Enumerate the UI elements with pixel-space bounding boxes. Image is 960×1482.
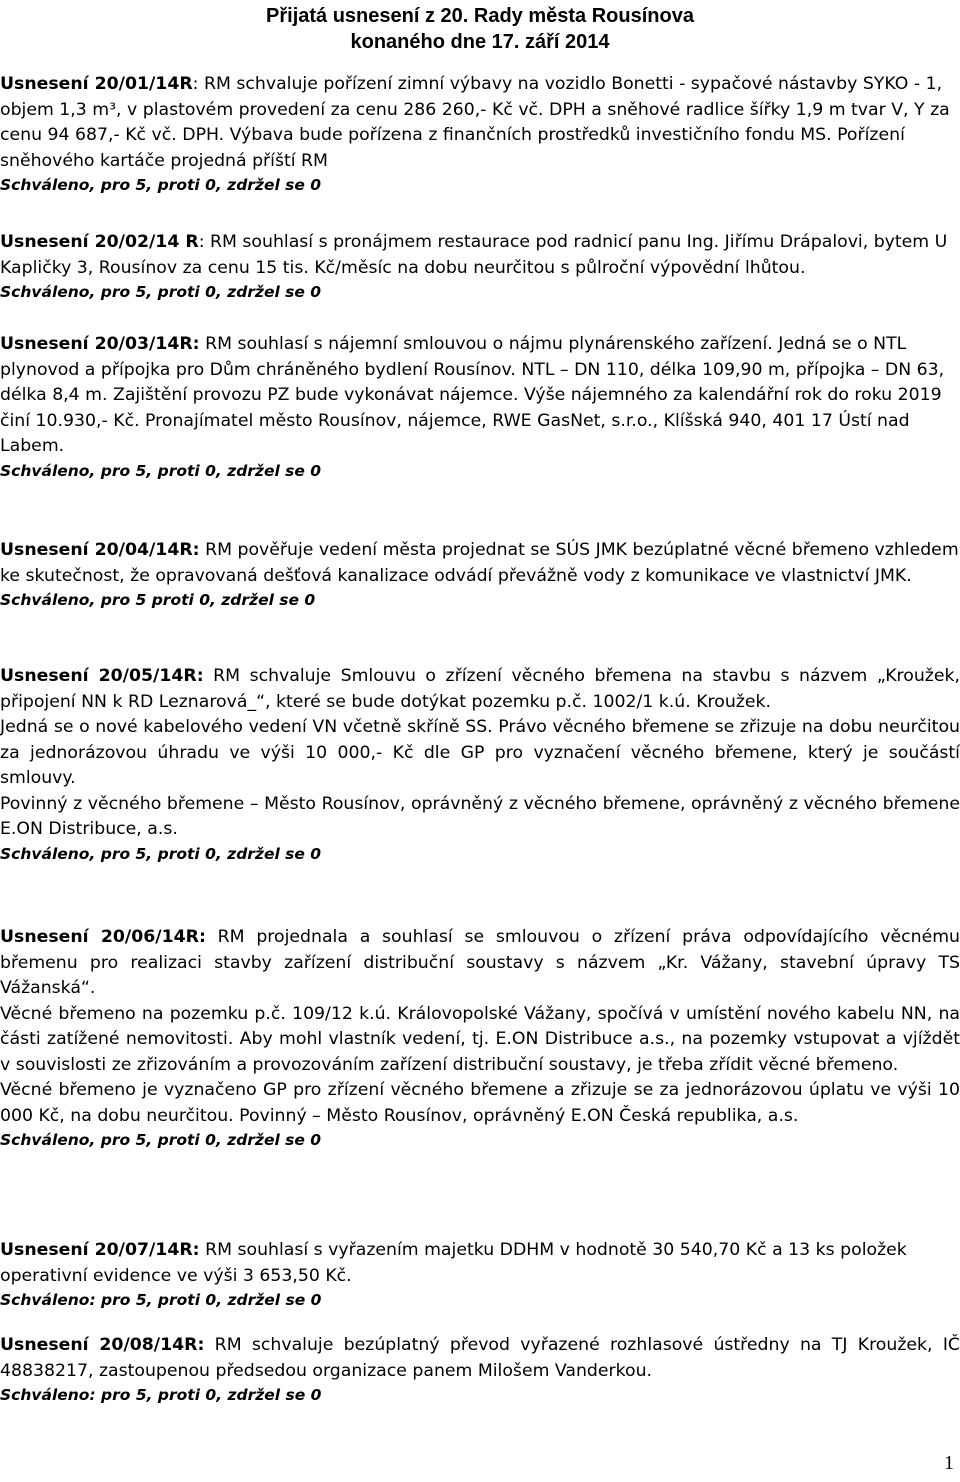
resolution-paragraph: RM schvaluje Smlouvu o zřízení věcného břemena na stavbu s názvem „Kroužek, připojení NN k RD Leznarová_“, které se bude dotýkat pozemku p.č. 1002/1 k.ú. Kroužek. <box>0 666 960 712</box>
resolution-label: Usnesení 20/07/14R: <box>0 1240 200 1260</box>
resolution-paragraph: Věcné břemeno je vyznačeno GP pro zřízení věcného břemene a zřizuje se za jednorázovou úplatu ve výši 10 000 Kč, na dobu neurčitou. Povinný – Město Rousínov, oprávněný E.ON Česká republika, a.s. <box>0 1080 960 1126</box>
resolution-label: Usnesení 20/05/14R: <box>0 666 204 686</box>
document-subtitle: konaného dne 17. září 2014 <box>350 31 610 53</box>
resolution-02 <box>0 230 960 303</box>
resolution-06 <box>0 925 960 1151</box>
resolution-label: Usnesení 20/02/14 R <box>0 232 199 252</box>
approval-line: Schváleno, pro 5, proti 0, zdržel se 0 <box>0 844 322 863</box>
resolution-text: : RM souhlasí s pronájmem restaurace pod radnicí panu Ing. Jiřímu Drápalovi, bytem U Kapličky 3, Rousínov za cenu 15 tis. Kč/měsíc na dobu neurčitou s půlroční výpovědní lhůtou. <box>0 232 948 278</box>
resolution-label: Usnesení 20/01/14R <box>0 74 193 94</box>
resolution-paragraph: RM projednala a souhlasí se smlouvou o zřízení práva odpovídajícího věcnému břemenu pro realizaci stavby zařízení distribuční soustavy s názvem „Kr. Vážany, stavební úpravy TS Vážanská“. <box>0 927 960 998</box>
page-number: 1 <box>944 1452 954 1474</box>
approval-line: Schváleno, pro 5, proti 0, zdržel se 0 <box>0 283 322 301</box>
approval-line: Schváleno: pro 5, proti 0, zdržel se 0 <box>0 1386 322 1404</box>
resolution-paragraph: Jedná se o nové kabelového vedení VN včetně skříně SS. Právo věcného břemene se zřizuje na dobu neurčitou za jednorázovou úhradu ve výši 10 000,- Kč dle GP pro vyznačení věcného břemene, který je součástí smlouvy. <box>0 717 960 788</box>
resolution-text: RM souhlasí s vyřazením majetku DDHM v hodnotě 30 540,70 Kč a 13 ks položek operativní evidence ve výši 3 653,50 Kč. <box>0 1240 907 1286</box>
approval-line: Schváleno: pro 5, proti 0, zdržel se 0 <box>0 1291 322 1309</box>
resolution-08 <box>0 1333 960 1406</box>
resolution-label: Usnesení 20/03/14R: <box>0 334 200 354</box>
approval-line: Schváleno, pro 5, proti 0, zdržel se 0 <box>0 1131 322 1149</box>
document-title: Přijatá usnesení z 20. Rady města Rousínova <box>266 5 694 27</box>
resolution-text: RM pověřuje vedení města projednat se SÚS JMK bezúplatné věcné břemeno vzhledem ke skutečnost, že opravovaná dešťová kanalizace odvádí převážně vody z komunikace ve vlastnictví JMK. <box>0 540 959 586</box>
resolution-text: RM souhlasí s nájemní smlouvou o nájmu plynárenského zařízení. Jedná se o NTL plynovod a přípojka pro Dům chráněného bydlení Rousínov. NTL – DN 110, délka 109,90 m, přípojka – DN 63, délka 8,4 m. Zajištění provozu PZ bude vykonávat nájemce. Výše nájemného za kalendářní rok do roku 2019 činí 10.930,- Kč. Pronajímatel město Rousínov, nájemce, RWE GasNet, s.r.o., Klíšská 940, 401 17 Ústí nad Labem. <box>0 334 945 456</box>
resolution-text: RM schvaluje bezúplatný převod vyřazené rozhlasové ústředny na TJ Kroužek, IČ 48838217, zastoupenou předsedou organizace panem Milošem Vanderkou. <box>0 1335 960 1381</box>
resolution-paragraph: Povinný z věcného břemene – Město Rousínov, oprávněný z věcného břemene, oprávněný z věcného břemene E.ON Distribuce, a.s. <box>0 793 960 839</box>
approval-line: Schváleno, pro 5, proti 0, zdržel se 0 <box>0 461 322 480</box>
resolution-label: Usnesení 20/08/14R: <box>0 1335 205 1355</box>
resolution-07 <box>0 1238 960 1311</box>
resolution-paragraph: Věcné břemeno na pozemku p.č. 109/12 k.ú. Královopolské Vážany, spočívá v umístění nového kabelu NN, na části zatížené nemovitosti. Aby mohl vlastník vedení, tj. E.ON Distribuce a.s., na pozemky vstupovat a vjíždět v souvislosti ze zřizováním a provozováním zařízení distribuční soustavy, je třeba zřídit věcné břemeno. <box>0 1003 960 1075</box>
resolution-03 <box>0 332 960 482</box>
resolution-01 <box>0 72 960 196</box>
approval-line: Schváleno, pro 5, proti 0, zdržel se 0 <box>0 176 322 194</box>
resolution-05 <box>0 664 960 865</box>
resolution-label: Usnesení 20/06/14R: <box>0 927 206 947</box>
approval-line: Schváleno, pro 5 proti 0, zdržel se 0 <box>0 591 316 609</box>
resolution-text: : RM schvaluje pořízení zimní výbavy na vozidlo Bonetti - sypačové nástavby SYKO - 1, objem 1,3 m³, v plastovém provedení za cenu 286 260,- Kč vč. DPH a sněhové radlice šířky 1,9 m tvar V, Y za cenu 94 687,- Kč vč. DPH. Výbava bude pořízena z finančních prostředků investičního fondu MS. Pořízení sněhového kartáče projedná příští RM <box>0 74 950 171</box>
resolution-04 <box>0 538 960 611</box>
resolution-label: Usnesení 20/04/14R: <box>0 540 200 560</box>
